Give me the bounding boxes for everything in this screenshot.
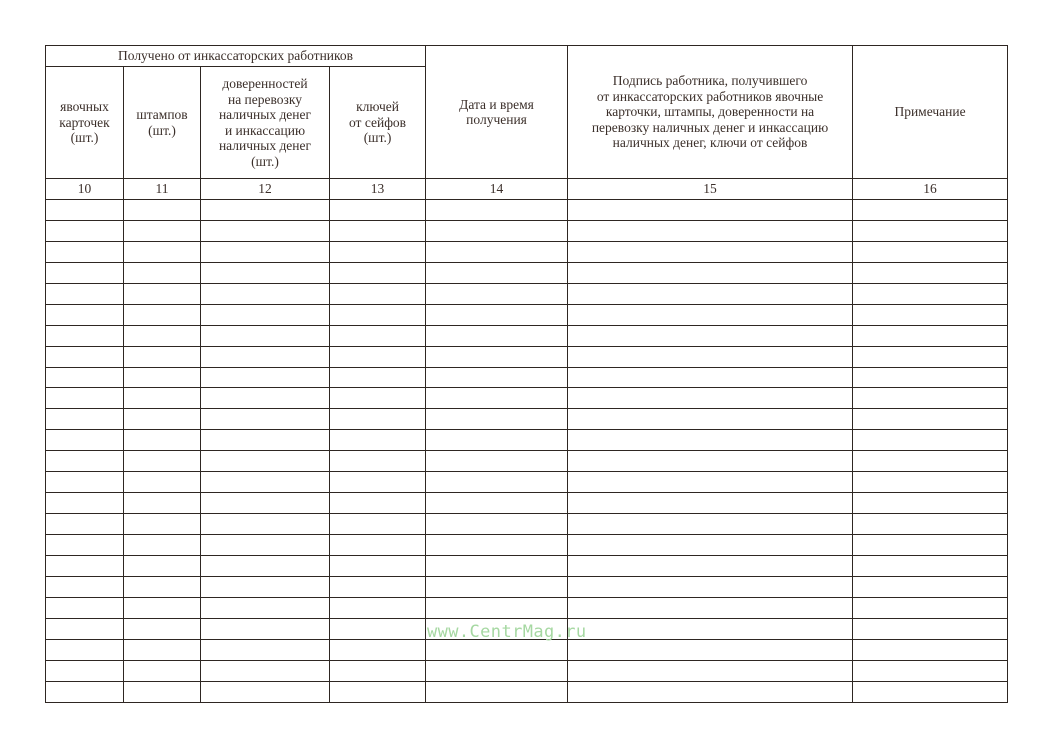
table-cell[interactable] xyxy=(46,304,124,325)
table-cell[interactable] xyxy=(426,451,568,472)
table-cell[interactable] xyxy=(201,639,330,660)
table-cell[interactable] xyxy=(426,304,568,325)
table-cell[interactable] xyxy=(568,681,853,702)
table-cell[interactable] xyxy=(330,493,426,514)
table-cell[interactable] xyxy=(568,346,853,367)
table-cell[interactable] xyxy=(330,535,426,556)
table-cell[interactable] xyxy=(426,576,568,597)
table-cell[interactable] xyxy=(124,597,201,618)
table-cell[interactable] xyxy=(330,430,426,451)
table-cell[interactable] xyxy=(330,325,426,346)
table-cell[interactable] xyxy=(124,304,201,325)
table-cell[interactable] xyxy=(124,660,201,681)
table-row xyxy=(46,200,1008,221)
table-cell[interactable] xyxy=(46,262,124,283)
column-number: 14 xyxy=(426,179,568,200)
table-cell[interactable] xyxy=(426,220,568,241)
table-cell[interactable] xyxy=(124,514,201,535)
table-cell[interactable] xyxy=(426,325,568,346)
table-row xyxy=(46,660,1008,681)
table-cell[interactable] xyxy=(201,681,330,702)
table-cell[interactable] xyxy=(124,618,201,639)
table-cell[interactable] xyxy=(853,346,1008,367)
table-cell[interactable] xyxy=(201,576,330,597)
table-row xyxy=(46,241,1008,262)
table-cell[interactable] xyxy=(46,346,124,367)
table-cell[interactable] xyxy=(426,472,568,493)
table-cell[interactable] xyxy=(201,283,330,304)
table-cell[interactable] xyxy=(330,451,426,472)
table-cell[interactable] xyxy=(568,304,853,325)
table-cell[interactable] xyxy=(46,430,124,451)
table-cell[interactable] xyxy=(330,200,426,221)
header-note: Примечание xyxy=(853,46,1008,179)
table-cell[interactable] xyxy=(853,200,1008,221)
table-cell[interactable] xyxy=(124,535,201,556)
table-cell[interactable] xyxy=(124,367,201,388)
table-cell[interactable] xyxy=(426,388,568,409)
table-cell[interactable] xyxy=(46,639,124,660)
table-cell[interactable] xyxy=(124,430,201,451)
table-cell[interactable] xyxy=(201,346,330,367)
table-cell[interactable] xyxy=(853,535,1008,556)
table-row xyxy=(46,451,1008,472)
table-cell[interactable] xyxy=(426,262,568,283)
table-cell[interactable] xyxy=(568,283,853,304)
table-cell[interactable] xyxy=(853,681,1008,702)
table-cell[interactable] xyxy=(201,200,330,221)
table-cell[interactable] xyxy=(426,430,568,451)
table-cell[interactable] xyxy=(568,388,853,409)
table-cell[interactable] xyxy=(201,493,330,514)
table-cell[interactable] xyxy=(330,618,426,639)
table-cell[interactable] xyxy=(853,262,1008,283)
table-row xyxy=(46,304,1008,325)
header-cards: явочных карточек (шт.) xyxy=(46,67,124,179)
table-row xyxy=(46,493,1008,514)
table-cell[interactable] xyxy=(124,555,201,576)
table-cell[interactable] xyxy=(46,472,124,493)
table-cell[interactable] xyxy=(426,681,568,702)
table-cell[interactable] xyxy=(201,409,330,430)
table-cell[interactable] xyxy=(426,241,568,262)
table-row xyxy=(46,576,1008,597)
table-cell[interactable] xyxy=(46,367,124,388)
table-cell[interactable] xyxy=(568,409,853,430)
table-cell[interactable] xyxy=(201,220,330,241)
table-cell[interactable] xyxy=(426,367,568,388)
table-cell[interactable] xyxy=(201,514,330,535)
table-row xyxy=(46,639,1008,660)
table-row xyxy=(46,325,1008,346)
table-cell[interactable] xyxy=(568,535,853,556)
table-row xyxy=(46,430,1008,451)
table-cell[interactable] xyxy=(568,200,853,221)
table-cell[interactable] xyxy=(853,220,1008,241)
table-cell[interactable] xyxy=(853,472,1008,493)
table-cell[interactable] xyxy=(568,430,853,451)
column-number: 13 xyxy=(330,179,426,200)
table-cell[interactable] xyxy=(201,325,330,346)
table-cell[interactable] xyxy=(853,451,1008,472)
header-stamps: штампов (шт.) xyxy=(124,67,201,179)
table-cell[interactable] xyxy=(568,639,853,660)
table-cell[interactable] xyxy=(201,618,330,639)
table-cell[interactable] xyxy=(330,241,426,262)
table-row xyxy=(46,388,1008,409)
table-row xyxy=(46,367,1008,388)
table-cell[interactable] xyxy=(330,220,426,241)
table-cell[interactable] xyxy=(568,514,853,535)
table-cell[interactable] xyxy=(124,472,201,493)
table-cell[interactable] xyxy=(46,514,124,535)
header-safe-keys: ключей от сейфов (шт.) xyxy=(330,67,426,179)
table-cell[interactable] xyxy=(853,325,1008,346)
table-cell[interactable] xyxy=(124,639,201,660)
table-cell[interactable] xyxy=(330,514,426,535)
table-cell[interactable] xyxy=(568,367,853,388)
table-cell[interactable] xyxy=(201,388,330,409)
table-cell[interactable] xyxy=(568,220,853,241)
table-cell[interactable] xyxy=(201,535,330,556)
table-cell[interactable] xyxy=(201,367,330,388)
table-cell[interactable] xyxy=(124,262,201,283)
table-cell[interactable] xyxy=(46,388,124,409)
table-cell[interactable] xyxy=(330,639,426,660)
table-cell[interactable] xyxy=(330,576,426,597)
table-cell[interactable] xyxy=(853,367,1008,388)
table-cell[interactable] xyxy=(201,472,330,493)
table-cell[interactable] xyxy=(201,241,330,262)
table-cell[interactable] xyxy=(853,388,1008,409)
table-cell[interactable] xyxy=(426,660,568,681)
table-cell[interactable] xyxy=(46,493,124,514)
table-cell[interactable] xyxy=(426,535,568,556)
table-cell[interactable] xyxy=(426,555,568,576)
table-cell[interactable] xyxy=(201,597,330,618)
table-row xyxy=(46,681,1008,702)
table-cell[interactable] xyxy=(330,472,426,493)
table-cell[interactable] xyxy=(46,409,124,430)
table-cell[interactable] xyxy=(568,597,853,618)
table-row xyxy=(46,283,1008,304)
table-cell[interactable] xyxy=(568,618,853,639)
table-cell[interactable] xyxy=(568,325,853,346)
table-row xyxy=(46,597,1008,618)
table-cell[interactable] xyxy=(46,597,124,618)
table-row xyxy=(46,409,1008,430)
table-cell[interactable] xyxy=(853,639,1008,660)
table-cell[interactable] xyxy=(853,660,1008,681)
journal-table xyxy=(45,45,1008,703)
table-cell[interactable] xyxy=(853,493,1008,514)
table-cell[interactable] xyxy=(201,262,330,283)
table-cell[interactable] xyxy=(124,200,201,221)
table-cell[interactable] xyxy=(46,576,124,597)
table-cell[interactable] xyxy=(568,576,853,597)
table-cell[interactable] xyxy=(853,576,1008,597)
column-number-row xyxy=(46,179,1008,200)
table-cell[interactable] xyxy=(201,304,330,325)
watermark-text: www.CentrMag.ru xyxy=(427,622,587,642)
table-cell[interactable] xyxy=(124,346,201,367)
header-power-of-attorney: доверенностей на перевозку наличных денег и инкассацию наличных денег (шт.) xyxy=(201,67,330,179)
table-cell[interactable] xyxy=(124,283,201,304)
column-number: 16 xyxy=(853,179,1008,200)
table-cell[interactable] xyxy=(426,283,568,304)
column-number: 11 xyxy=(124,179,201,200)
table-cell[interactable] xyxy=(330,409,426,430)
table-cell[interactable] xyxy=(201,451,330,472)
table-row xyxy=(46,472,1008,493)
table-cell[interactable] xyxy=(46,535,124,556)
table-cell[interactable] xyxy=(568,472,853,493)
table-cell[interactable] xyxy=(124,681,201,702)
table-cell[interactable] xyxy=(46,220,124,241)
table-cell[interactable] xyxy=(330,681,426,702)
table-cell[interactable] xyxy=(426,409,568,430)
table-cell[interactable] xyxy=(426,200,568,221)
table-cell[interactable] xyxy=(201,660,330,681)
table-cell[interactable] xyxy=(124,241,201,262)
table-cell[interactable] xyxy=(201,555,330,576)
table-row xyxy=(46,346,1008,367)
table-cell[interactable] xyxy=(330,555,426,576)
table-cell[interactable] xyxy=(124,325,201,346)
table-cell[interactable] xyxy=(46,325,124,346)
table-cell[interactable] xyxy=(330,304,426,325)
table-cell[interactable] xyxy=(853,409,1008,430)
table-cell[interactable] xyxy=(426,597,568,618)
table-cell[interactable] xyxy=(124,493,201,514)
table-cell[interactable] xyxy=(568,241,853,262)
table-row xyxy=(46,555,1008,576)
table-cell[interactable] xyxy=(853,430,1008,451)
table-cell[interactable] xyxy=(853,304,1008,325)
table-cell[interactable] xyxy=(201,430,330,451)
table-cell[interactable] xyxy=(330,283,426,304)
column-number: 12 xyxy=(201,179,330,200)
table-cell[interactable] xyxy=(330,367,426,388)
table-cell[interactable] xyxy=(46,241,124,262)
table-cell[interactable] xyxy=(426,346,568,367)
table-row xyxy=(46,514,1008,535)
table-row xyxy=(46,535,1008,556)
table-cell[interactable] xyxy=(330,346,426,367)
group-header-received: Получено от инкассаторских работников xyxy=(46,46,426,67)
table-cell[interactable] xyxy=(568,555,853,576)
table-cell[interactable] xyxy=(426,493,568,514)
header-signature: Подпись работника, получившего от инкассаторских работников явочные карточки, штампы, доверенности на перевозку наличных денег и инкассацию наличных денег, ключи от сейфов xyxy=(568,46,853,179)
table-cell[interactable] xyxy=(568,493,853,514)
table-cell[interactable] xyxy=(853,618,1008,639)
table-row xyxy=(46,262,1008,283)
table-cell[interactable] xyxy=(124,220,201,241)
column-number: 15 xyxy=(568,179,853,200)
table-cell[interactable] xyxy=(330,597,426,618)
table-cell[interactable] xyxy=(568,262,853,283)
table-cell[interactable] xyxy=(330,660,426,681)
table-cell[interactable] xyxy=(46,618,124,639)
table-cell[interactable] xyxy=(124,388,201,409)
table-cell[interactable] xyxy=(853,597,1008,618)
table-cell[interactable] xyxy=(853,555,1008,576)
table-cell[interactable] xyxy=(124,451,201,472)
table-cell[interactable] xyxy=(426,639,568,660)
table-cell[interactable] xyxy=(46,283,124,304)
table-cell[interactable] xyxy=(46,681,124,702)
table-cell[interactable] xyxy=(124,409,201,430)
table-cell[interactable] xyxy=(853,514,1008,535)
table-cell[interactable] xyxy=(46,451,124,472)
header-date-time: Дата и время получения xyxy=(426,46,568,179)
table-cell[interactable] xyxy=(330,262,426,283)
table-cell[interactable] xyxy=(568,660,853,681)
table-cell[interactable] xyxy=(46,200,124,221)
table-cell[interactable] xyxy=(46,660,124,681)
column-number: 10 xyxy=(46,179,124,200)
table-row xyxy=(46,220,1008,241)
table-cell[interactable] xyxy=(853,241,1008,262)
table-cell[interactable] xyxy=(853,283,1008,304)
table-cell[interactable] xyxy=(568,451,853,472)
table-cell[interactable] xyxy=(426,514,568,535)
table-cell[interactable] xyxy=(46,555,124,576)
table-cell[interactable] xyxy=(330,388,426,409)
table-cell[interactable] xyxy=(124,576,201,597)
